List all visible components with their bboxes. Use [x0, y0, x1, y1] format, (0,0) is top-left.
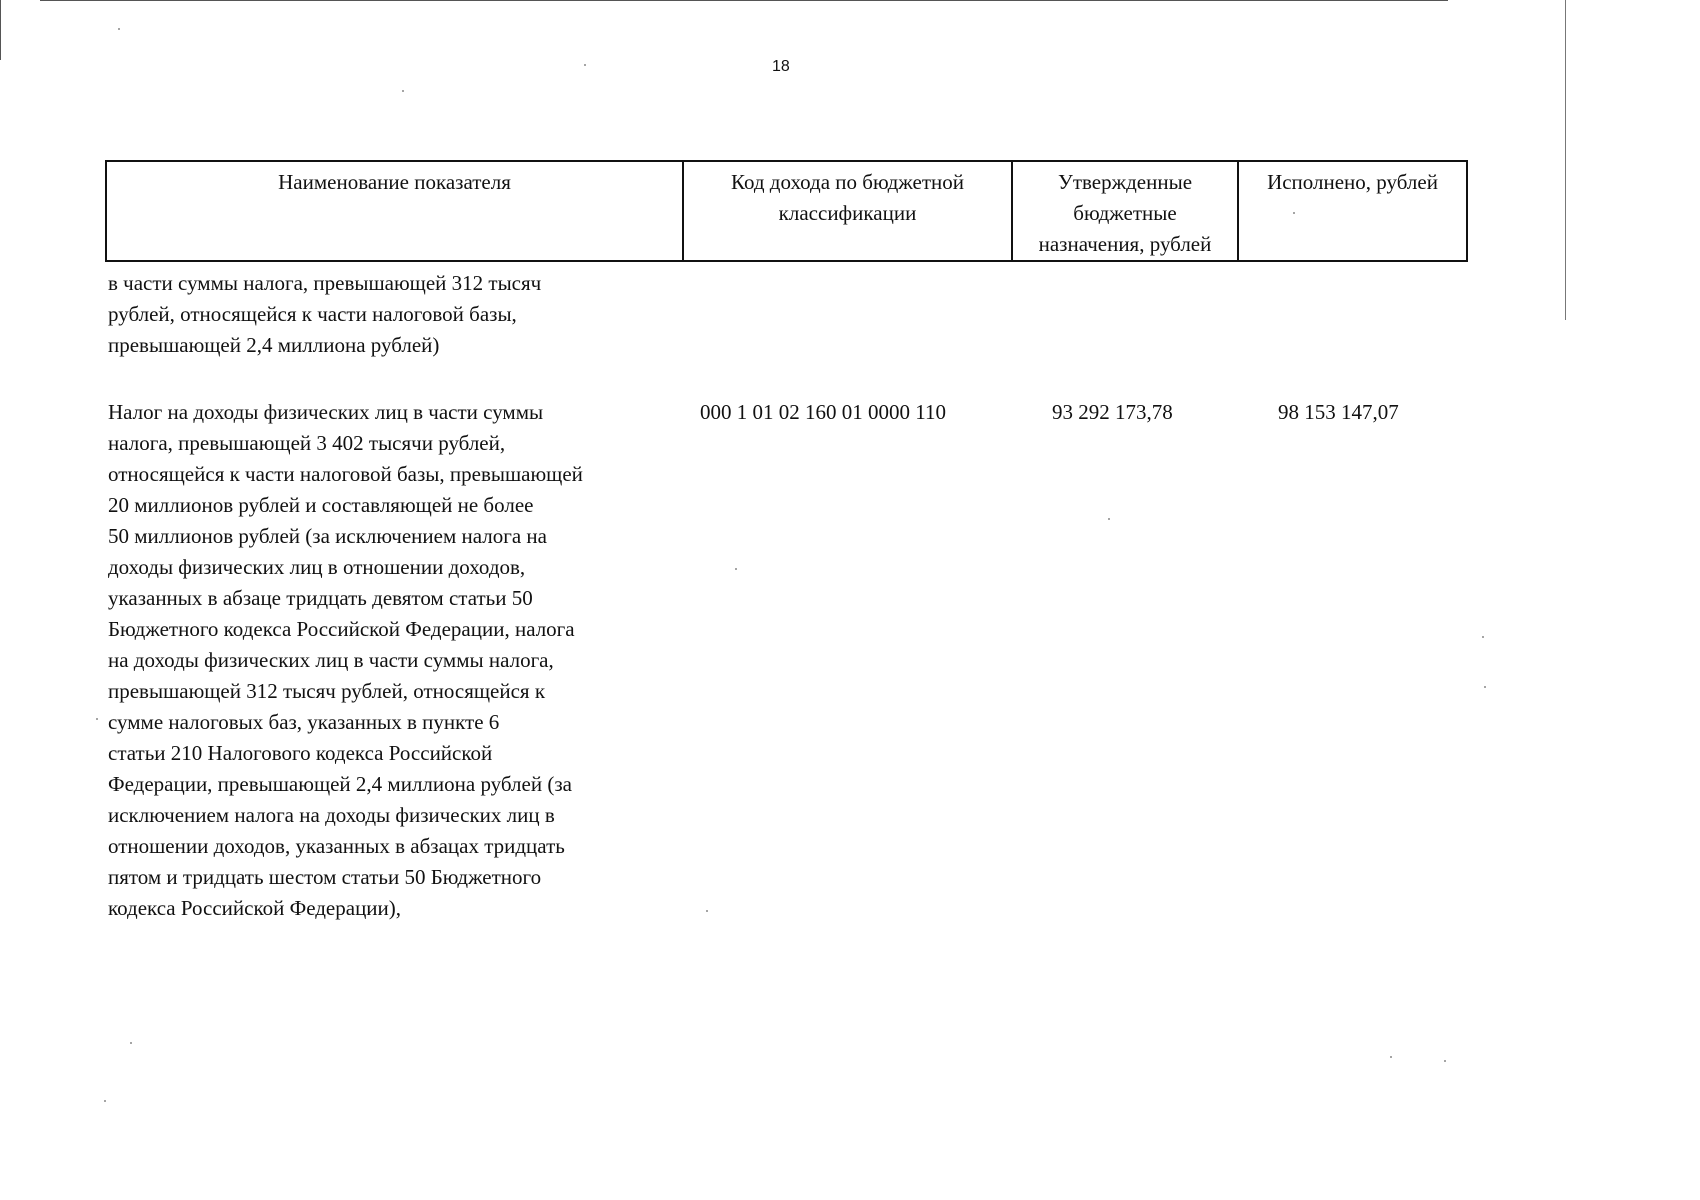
row-name-line: кодекса Российской Федерации), — [108, 896, 402, 920]
income-table-header — [105, 160, 1468, 262]
row-name-line: 50 миллионов рублей (за исключением налога на — [108, 524, 547, 548]
row-name-line: исключением налога на доходы физических лиц в — [108, 803, 555, 827]
row-income-code: 000 1 01 02 160 01 0000 110 — [700, 400, 946, 424]
scan-speck — [706, 910, 708, 912]
scan-speck — [118, 28, 120, 30]
row-name-line: доходы физических лиц в отношении доходов, — [108, 555, 526, 579]
scan-border-left — [0, 0, 1, 60]
scan-border-right — [1565, 0, 1566, 320]
scan-speck — [1293, 212, 1295, 214]
continued-row-name — [108, 268, 688, 361]
scan-speck — [584, 64, 586, 66]
row-name-line: сумме налоговых баз, указанных в пункте 6 — [108, 710, 500, 734]
continued-line: в части суммы налога, превышающей 312 тысяч — [108, 271, 542, 295]
scan-speck — [1390, 1056, 1392, 1058]
row-name-line: отношении доходов, указанных в абзацах тридцать — [108, 834, 565, 858]
row-name-line: относящейся к части налоговой базы, превышающей — [108, 462, 583, 486]
page-number: 18 — [772, 58, 790, 75]
scan-speck — [1444, 1060, 1446, 1062]
row-executed-amount: 98 153 147,07 — [1278, 400, 1399, 424]
scan-speck — [1108, 518, 1110, 520]
continued-line: превышающей 2,4 миллиона рублей) — [108, 333, 440, 357]
scan-speck — [735, 568, 737, 570]
header-row — [106, 161, 1467, 261]
header-approved-line-2: бюджетные — [1073, 201, 1177, 225]
row-name-line: указанных в абзаце тридцать девятом статьи 50 — [108, 586, 533, 610]
header-approved-line-3: назначения, рублей — [1038, 232, 1212, 256]
header-income-code — [683, 161, 1012, 261]
scan-speck — [104, 1100, 106, 1102]
scan-speck — [96, 718, 98, 720]
row-name-line: превышающей 312 тысяч рублей, относящейся к — [108, 679, 546, 703]
row-name-line: статьи 210 Налогового кодекса Российской — [108, 741, 493, 765]
header-indicator-name — [106, 161, 683, 261]
row-name-line: 20 миллионов рублей и составляющей не более — [108, 493, 534, 517]
scan-speck — [1484, 686, 1486, 688]
row-name-line: Федерации, превышающей 2,4 миллиона рублей (за — [108, 772, 572, 796]
header-income-code-line-1: Код дохода по бюджетной — [731, 170, 964, 194]
header-executed-text: Исполнено, рублей — [1267, 170, 1438, 194]
row-approved-amount: 93 292 173,78 — [1052, 400, 1173, 424]
row-name-line: пятом и тридцать шестом статьи 50 Бюджетного — [108, 865, 542, 889]
row-indicator-name — [108, 397, 688, 924]
continued-line: рублей, относящейся к части налоговой базы, — [108, 302, 517, 326]
row-name-line: налога, превышающей 3 402 тысячи рублей, — [108, 431, 506, 455]
header-indicator-name-text: Наименование показателя — [278, 170, 511, 194]
scan-speck — [402, 90, 404, 92]
header-approved-line-1: Утвержденные — [1057, 170, 1193, 194]
row-name-line: Налог на доходы физических лиц в части суммы — [108, 400, 544, 424]
row-name-line: на доходы физических лиц в части суммы налога, — [108, 648, 554, 672]
header-approved — [1012, 161, 1238, 261]
scan-speck — [130, 1042, 132, 1044]
scan-speck — [1482, 636, 1484, 638]
scan-border-top — [40, 0, 1448, 1]
header-executed — [1238, 161, 1467, 261]
header-income-code-line-2: классификации — [778, 201, 917, 225]
row-name-line: Бюджетного кодекса Российской Федерации, налога — [108, 617, 575, 641]
